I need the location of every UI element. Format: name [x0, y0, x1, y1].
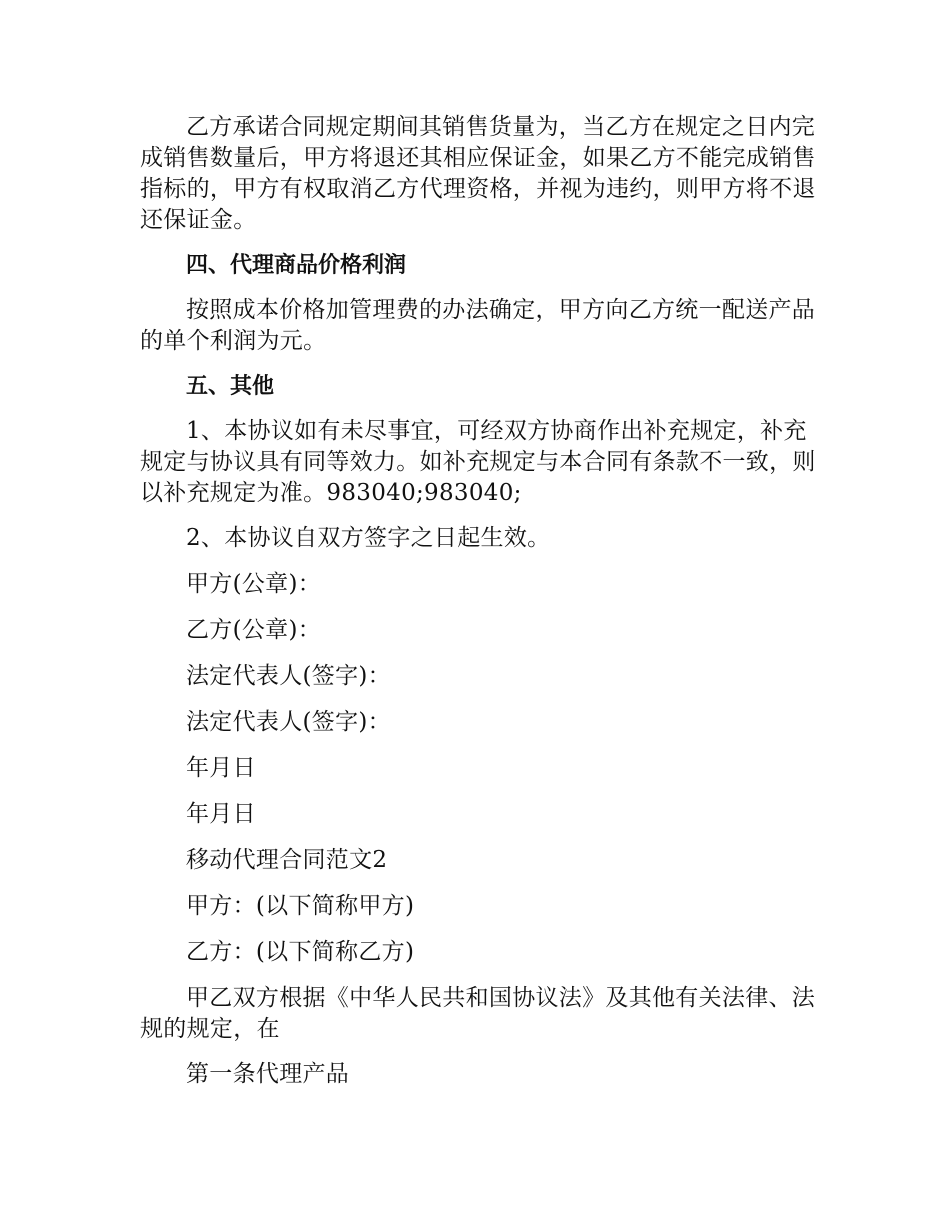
section-heading-other: 五、其他	[186, 374, 275, 399]
section-heading-pricing-profit: 四、代理商品价格利润	[186, 253, 407, 278]
paragraph-deposit-terms: 乙方承诺合同规定期间其销售货量为，当乙方在规定之日内完成销售数量后，甲方将退还其相应保证金，如果乙方不能完成销售指标的，甲方有权取消乙方代理资格，并视为违约，则甲方将不退还保证金。	[140, 114, 816, 233]
paragraph-supplementary-terms: 1、本协议如有未尽事宜，可经双方协商作出补充规定，补充规定与协议具有同等效力。如补充规定与本合同有条款不一致，则以补充规定为准。983040;983040;	[140, 418, 816, 506]
document-body	[140, 112, 818, 1105]
sample-contract-title: 移动代理合同范文2	[186, 847, 388, 873]
party-b-definition: 乙方：(以下简称乙方)	[186, 939, 415, 965]
paragraph-pricing-method: 按照成本价格加管理费的办法确定，甲方向乙方统一配送产品的单个利润为元。	[140, 297, 816, 354]
date-line-a: 年月日	[186, 755, 256, 781]
party-a-seal-line: 甲方(公章)：	[186, 571, 322, 597]
legal-representative-signature-line-a: 法定代表人(签字)：	[186, 663, 391, 689]
party-a-definition: 甲方：(以下简称甲方)	[186, 893, 415, 919]
paragraph-effective-date: 2、本协议自双方签字之日起生效。	[186, 525, 551, 551]
legal-representative-signature-line-b: 法定代表人(签字)：	[186, 709, 391, 735]
date-line-b: 年月日	[186, 801, 256, 827]
party-b-seal-line: 乙方(公章)：	[186, 617, 322, 643]
article-one-heading: 第一条代理产品	[186, 1061, 350, 1087]
paragraph-legal-basis: 甲乙双方根据《中华人民共和国协议法》及其他有关法律、法规的规定，在	[140, 985, 816, 1042]
